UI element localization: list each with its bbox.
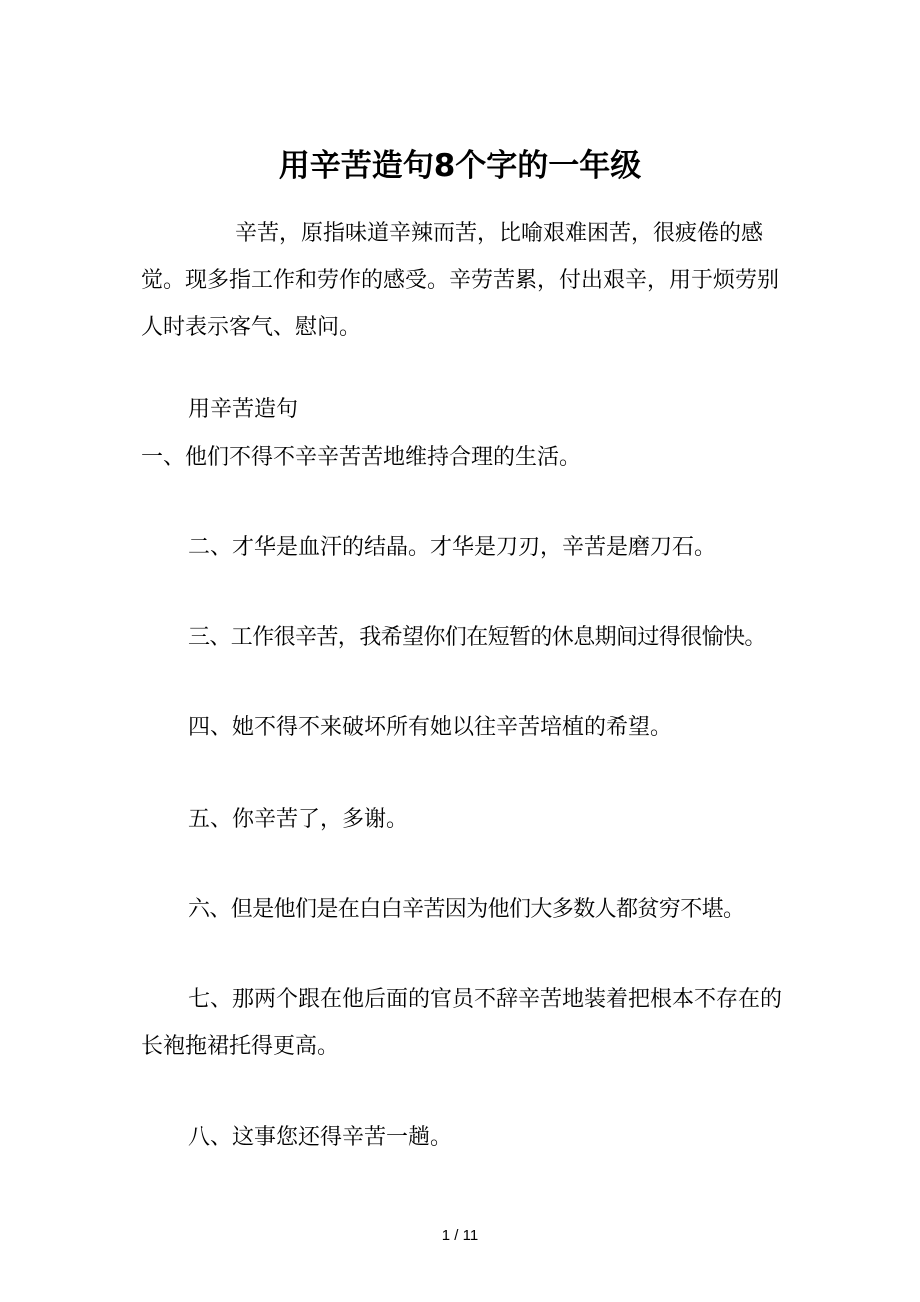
sentence-4: 四、她不得不来破坏所有她以往辛苦培植的希望。 (188, 715, 673, 740)
sentence-8: 八、这事您还得辛苦一趟。 (188, 1125, 453, 1150)
sentence-7: 七、那两个跟在他后面的官员不辞辛苦地装着把根本不存在的长袍拖裙托得更高。 (141, 987, 783, 1059)
sentence-3: 三、工作很辛苦，我希望你们在短暂的休息期间过得很愉快。 (188, 625, 766, 650)
sentence-6: 六、但是他们是在白白辛苦因为他们大多数人都贫穷不堪。 (188, 897, 745, 922)
section-heading: 用辛苦造句 (188, 397, 299, 422)
sentence-5: 五、你辛苦了，多谢。 (188, 807, 409, 832)
sentence-1: 一、他们不得不辛辛苦苦地维持合理的生活。 (141, 445, 582, 470)
sentence-2: 二、才华是血汗的结晶。才华是刀刃，辛苦是磨刀石。 (188, 535, 717, 560)
document-title: 用辛苦造句8个字的一年级 (278, 148, 642, 184)
page-indicator: 1 / 11 (441, 1227, 479, 1244)
intro-paragraph: 辛苦，原指味道辛辣而苦，比喻艰难困苦，很疲倦的感觉。现多指工作和劳作的感受。辛劳苦累，付出艰辛，用于烦劳别人时表示客气、慰问。 (141, 221, 780, 340)
